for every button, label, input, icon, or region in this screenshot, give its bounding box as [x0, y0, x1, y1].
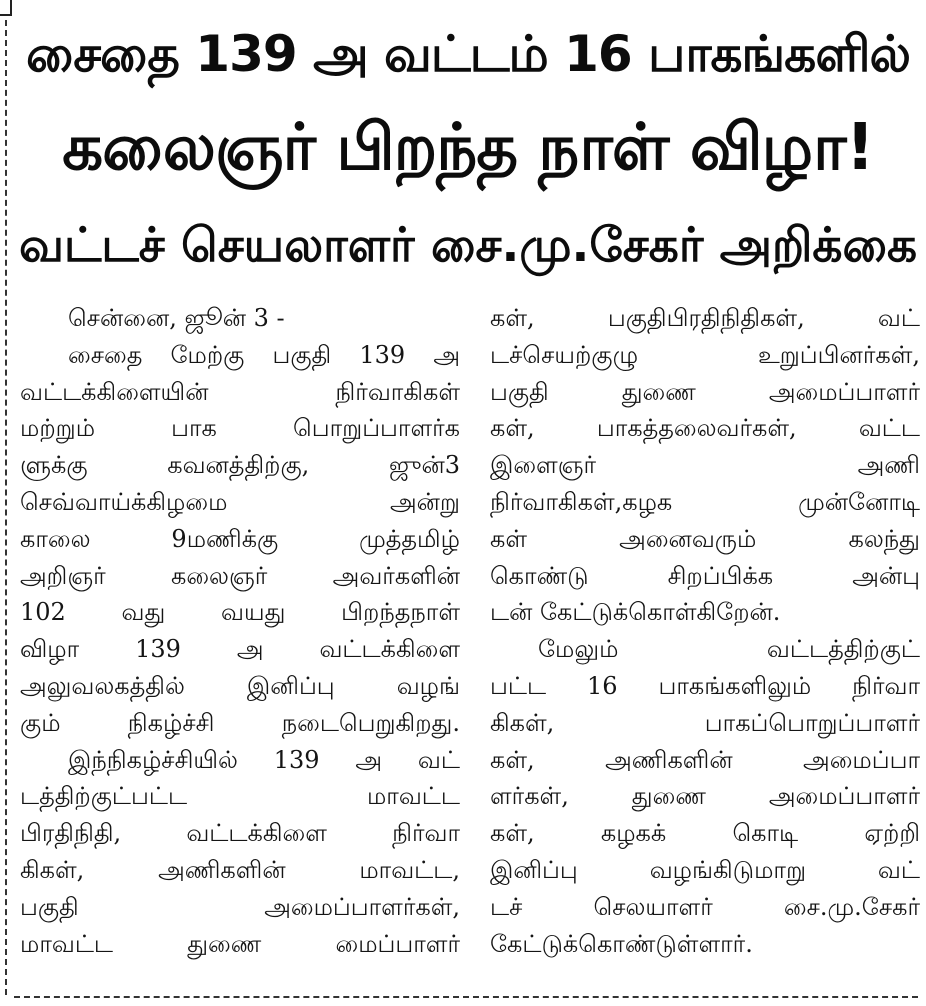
body-line: மற்றும் பாக பொறுப்பாளர்க: [20, 414, 460, 443]
body-line: செவ்வாய்க்கிழமை அன்று: [20, 487, 460, 516]
article-left-column: [20, 300, 460, 962]
body-line: கள், பகுதிபிரதிநிதிகள், வட்: [490, 304, 920, 332]
body-line: கொண்டு சிறப்பிக்க அன்பு: [490, 561, 920, 590]
body-line: காலை 9மணிக்கு முத்தமிழ்: [20, 524, 460, 553]
body-line: டச் செலயாளர் சை.மு.சேகர்: [490, 892, 920, 921]
body-line: அறிஞர் கலைஞர் அவர்களின்: [20, 561, 460, 590]
body-line: மாவட்ட துணை மைப்பாளர்: [20, 929, 460, 958]
body-line: கள், அணிகளின் அமைப்பா: [490, 745, 920, 774]
body-line: மேலும் வட்டத்திற்குட்: [538, 635, 920, 664]
body-line: டச்செயற்குழு உறுப்பினர்கள்,: [490, 340, 920, 369]
body-line: வட்டக்கிளையின் நிர்வாகிகள்: [20, 377, 460, 406]
body-line: இனிப்பு வழங்கிடுமாறு வட்: [490, 855, 920, 884]
headline-line-1: சைதை 139 அ வட்டம் 16 பாகங்களில்: [26, 25, 910, 83]
body-line: விழா 139 அ வட்டக்கிளை: [20, 635, 460, 664]
body-line: கேட்டுக்கொண்டுள்ளார்.: [490, 929, 753, 958]
body-line: அலுவலகத்தில் இனிப்பு வழங்: [20, 671, 460, 700]
body-line: பகுதி அமைப்பாளர்கள்,: [20, 892, 460, 921]
body-line: கும் நிகழ்ச்சி நடைபெறுகிறது.: [20, 708, 460, 737]
body-line: பட்ட 16 பாகங்களிலும் நிர்வா: [490, 671, 920, 700]
dateline: சென்னை, ஜூன் 3 -: [68, 304, 285, 332]
left-dashed-border: [5, 20, 7, 995]
corner-crop-mark: [0, 0, 12, 16]
article-right-column: [490, 300, 920, 962]
bottom-dashed-border: [14, 996, 918, 998]
body-line: பகுதி துணை அமைப்பாளர்: [490, 377, 920, 406]
body-line: 102 வது வயது பிறந்தநாள்: [20, 598, 460, 627]
body-line: டத்திற்குட்பட்ட மாவட்ட: [20, 782, 460, 811]
body-line: கள் அனைவரும் கலந்து: [490, 524, 920, 553]
subheadline: வட்டச் செயலாளர் சை.மு.சேகர் அறிக்கை: [18, 218, 918, 273]
body-line: சைதை மேற்கு பகுதி 139 அ: [68, 340, 460, 369]
body-line: ளர்கள், துணை அமைப்பாளர்: [490, 782, 920, 811]
body-line: டன் கேட்டுக்கொள்கிறேன்.: [490, 598, 781, 627]
body-line: இந்நிகழ்ச்சியில் 139 அ வட்: [68, 745, 460, 774]
body-line: பிரதிநிதி, வட்டக்கிளை நிர்வா: [20, 819, 460, 848]
body-line: கிகள், அணிகளின் மாவட்ட,: [20, 855, 460, 884]
body-line: ளுக்கு கவனத்திற்கு, ஜுன்3: [20, 451, 460, 480]
body-line: கள், கழகக் கொடி ஏற்றி: [490, 819, 920, 848]
body-line: இளைஞர் அணி: [490, 451, 920, 480]
body-line: கள், பாகத்தலைவர்கள், வட்ட: [490, 414, 920, 443]
body-line: கிகள், பாகப்பொறுப்பாளர்: [490, 708, 920, 737]
body-line: நிர்வாகிகள்,கழக முன்னோடி: [490, 487, 920, 516]
headline-line-2: கலைஞர் பிறந்த நாள் விழா!: [62, 111, 874, 185]
